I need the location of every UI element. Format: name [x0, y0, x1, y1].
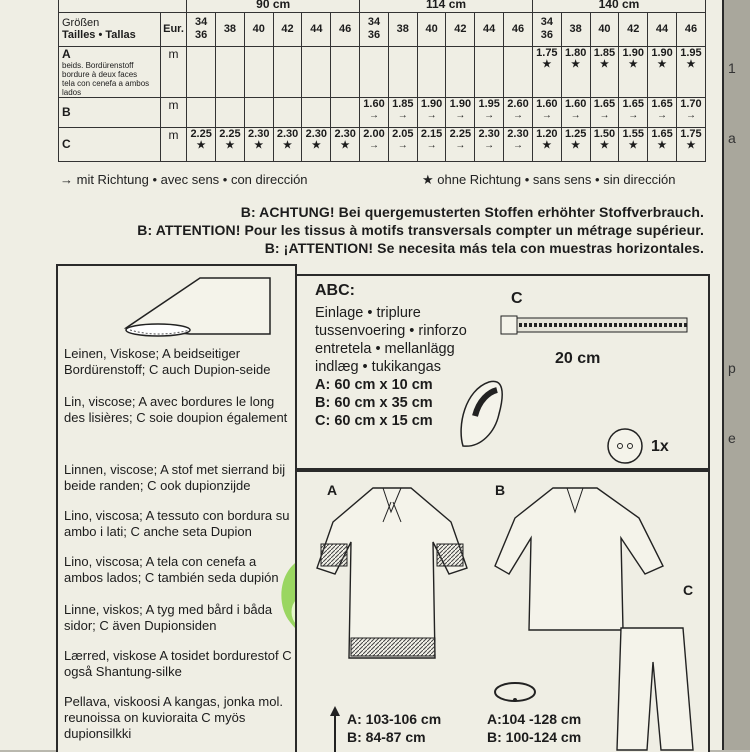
- nap-marker: ★: [628, 58, 638, 70]
- view-description: tela con cenefa a ambos lados: [62, 78, 150, 97]
- view-letter: C: [62, 137, 71, 151]
- yardage-cell: [590, 97, 619, 127]
- view-description: beids. Bordürenstoff: [62, 60, 134, 70]
- sizes-label: Größen: [62, 17, 100, 29]
- nap-marker: ★: [599, 58, 609, 70]
- size-header-row: [59, 12, 706, 46]
- view-letter-cell: [59, 46, 161, 97]
- yardage-value: 1.20: [536, 127, 558, 140]
- size-bottom: 44: [310, 22, 323, 35]
- size-header-cell: [360, 12, 389, 46]
- view-c-label: C: [683, 582, 694, 598]
- nap-marker: ★: [254, 139, 264, 151]
- size-header-cell: [532, 12, 561, 46]
- yardage-cell: [331, 46, 360, 97]
- nap-marker: ★: [340, 139, 350, 151]
- yardage-value: 1.75: [680, 127, 702, 140]
- yardage-value: 1.95: [680, 46, 702, 59]
- yardage-cell: [331, 97, 360, 127]
- yardage-cell: [475, 46, 504, 97]
- nap-marker: ★: [628, 139, 638, 151]
- yardage-value: 1.90: [420, 97, 443, 110]
- yardage-value: 2.25: [449, 127, 472, 140]
- size-bottom: 46: [511, 22, 525, 35]
- yardage-cell: [676, 127, 705, 161]
- sizes-label-2: Tailles • Tallas: [62, 29, 136, 41]
- nap-marker: ★: [686, 58, 696, 70]
- size-bottom: 38: [396, 22, 409, 35]
- yardage-value: 1.85: [593, 46, 616, 59]
- yardage-cell: [475, 97, 504, 127]
- zipper-label: C: [511, 290, 523, 307]
- yardage-cell: [216, 46, 245, 97]
- yardage-cell: [504, 127, 533, 161]
- nap-marker: ★: [542, 58, 552, 70]
- yardage-value: 1.70: [680, 97, 702, 110]
- size-bottom: 36: [540, 29, 553, 41]
- size-header-cell: [273, 12, 302, 46]
- fabric-bolt-icon: [120, 272, 280, 344]
- nap-marker: ★: [657, 139, 667, 151]
- row-a: [59, 46, 706, 97]
- yardage-cell: [532, 46, 561, 97]
- yardage-cell: [619, 97, 648, 127]
- size-bottom: 44: [655, 22, 669, 35]
- yardage-value: 1.80: [564, 46, 587, 59]
- nap-marker: →: [426, 139, 437, 151]
- nap-marker: ★: [225, 139, 235, 151]
- yardage-cell: [417, 127, 446, 161]
- yardage-cell: [561, 97, 590, 127]
- yardage-cell: [360, 97, 389, 127]
- yardage-value: 2.25: [219, 127, 241, 140]
- yardage-cell: [504, 97, 533, 127]
- view-letter: B: [62, 105, 71, 119]
- size-header-cell: [648, 12, 677, 46]
- nap-marker: →: [397, 109, 408, 121]
- yardage-value: 1.90: [622, 46, 644, 59]
- size-header-cell: [187, 12, 216, 46]
- yardage-value: 2.15: [420, 127, 443, 140]
- size-header-cell: [417, 12, 446, 46]
- size-bottom: 40: [252, 22, 265, 35]
- yardage-cell: [216, 97, 245, 127]
- yardage-cell: [590, 127, 619, 161]
- fabric-suggestions-panel: [56, 264, 297, 752]
- yardage-cell: [561, 127, 590, 161]
- yardage-cell: [388, 46, 417, 97]
- yardage-value: 1.60: [363, 97, 385, 110]
- yardage-cell: [417, 46, 446, 97]
- width-114: 114 cm: [360, 0, 533, 12]
- fabric-es: Lino, viscosa; A tela con cenefa a ambos lados; C también seda dupión: [64, 554, 279, 585]
- yardage-value: 2.60: [507, 97, 529, 110]
- fabric-fr: Lin, viscose; A avec bordures le long des lisières; C soie doupion également: [64, 394, 288, 425]
- sizes-label-cell: [59, 12, 161, 46]
- view-letter-cell: [59, 127, 161, 161]
- yardage-cell: [273, 97, 302, 127]
- nap-marker: →: [599, 109, 610, 121]
- trousers-c-drawing: [613, 622, 699, 752]
- nap-marker: ★: [657, 58, 667, 70]
- width-90: 90 cm: [187, 0, 360, 12]
- legend-without-nap: ★ ohne Richtung • sans sens • sin dirección: [422, 172, 676, 187]
- yardage-cell: [187, 46, 216, 97]
- yardage-cell: [244, 46, 273, 97]
- yardage-cell: [216, 127, 245, 161]
- yardage-cell: [446, 46, 475, 97]
- yardage-cell: [446, 97, 475, 127]
- size-bottom: 36: [195, 29, 208, 41]
- yardage-value: 1.85: [392, 97, 414, 110]
- yardage-value: 2.30: [334, 127, 356, 140]
- garment-views-panel: [295, 470, 710, 752]
- width-header-row: [59, 0, 706, 12]
- size-header-cell: [244, 12, 273, 46]
- unit-cell: m: [160, 97, 186, 127]
- size-header-cell: [619, 12, 648, 46]
- yardage-value: 1.65: [593, 97, 616, 110]
- yardage-cell: [648, 97, 677, 127]
- size-bottom: 38: [223, 22, 237, 35]
- yardage-cell: [302, 46, 331, 97]
- size-header-cell: [475, 12, 504, 46]
- size-bottom: 46: [339, 22, 352, 35]
- yardage-cell: [388, 127, 417, 161]
- yardage-value: 1.95: [478, 97, 500, 110]
- size-bottom: 38: [569, 22, 582, 35]
- button-count: 1x: [651, 438, 669, 455]
- yardage-cell: [360, 127, 389, 161]
- size-bottom: 46: [684, 22, 698, 35]
- yardage-cell: [676, 97, 705, 127]
- fabric-sv: Linne, viskos; A tyg med bård i båda sidor; C även Dupionsiden: [64, 602, 273, 633]
- notions-panel: [295, 274, 710, 470]
- fabric-fi: Pellava, viskoosi A kangas, jonka mol. reunoissa on kuvioraita C myös dupionsilkki: [64, 694, 283, 741]
- warning-fr: B: ATTENTION! Pour les tissus à motifs transversals compter un métrage supérieur.: [137, 222, 704, 238]
- eur-label: Eur.: [160, 12, 186, 46]
- nap-marker: ★: [571, 139, 581, 151]
- waist-measure-icon: [493, 680, 539, 704]
- nap-marker: →: [484, 109, 495, 121]
- yardage-cell: [417, 97, 446, 127]
- nap-marker: ★: [542, 139, 552, 151]
- tunic-b-drawing: [493, 482, 671, 642]
- yardage-cell: [676, 46, 705, 97]
- row-b: [59, 97, 706, 127]
- yardage-value: 1.25: [564, 127, 587, 140]
- yardage-value: 2.30: [248, 127, 270, 140]
- zipper-length: 20 cm: [555, 350, 601, 367]
- yardage-cell: [619, 46, 648, 97]
- size-top: 34: [540, 16, 553, 28]
- yardage-value: 1.60: [564, 97, 587, 110]
- yardage-value: 1.60: [536, 97, 558, 110]
- tunic-a-drawing: [311, 482, 481, 662]
- yardage-value: 1.90: [449, 97, 472, 110]
- yardage-cell: [590, 46, 619, 97]
- yardage-cell: [648, 46, 677, 97]
- yardage-value: 2.30: [507, 127, 529, 140]
- view-letter-cell: [59, 97, 161, 127]
- view-description: bordure à deux faces: [62, 69, 138, 79]
- size-header-cell: [446, 12, 475, 46]
- yardage-table: [58, 0, 706, 162]
- size-bottom: 42: [281, 22, 294, 35]
- view-a-label: A: [327, 482, 338, 498]
- fabric-it: Lino, viscosa; A tessuto con bordura su ambo i lati; C anche seta Dupion: [64, 508, 290, 539]
- notions-heading: ABC:: [315, 282, 355, 299]
- yardage-cell: [504, 46, 533, 97]
- unit-cell: m: [160, 46, 186, 97]
- yardage-cell: [648, 127, 677, 161]
- length-arrow-icon: [329, 704, 341, 752]
- fabric-da: Lærred, viskose A tosidet bordurestof C også Shantung-silke: [64, 648, 292, 679]
- unit-cell: m: [160, 127, 186, 161]
- size-header-cell: [504, 12, 533, 46]
- yardage-cell: [532, 97, 561, 127]
- nap-marker: ★: [686, 139, 696, 151]
- yardage-cell: [244, 97, 273, 127]
- yardage-cell: [561, 46, 590, 97]
- yardage-value: 2.00: [363, 127, 385, 140]
- yardage-cell: [475, 127, 504, 161]
- size-header-cell: [590, 12, 619, 46]
- nap-marker: →: [513, 139, 524, 151]
- yardage-cell: [273, 46, 302, 97]
- yardage-cell: [619, 127, 648, 161]
- width-measurements: A:104 -128 cm B: 100-124 cm: [487, 711, 582, 745]
- zipper-icon: [499, 310, 699, 340]
- yardage-value: 1.75: [536, 46, 558, 59]
- view-b-label: B: [495, 482, 506, 498]
- button-icon: [605, 426, 645, 466]
- nap-marker: →: [368, 139, 379, 151]
- yardage-cell: [187, 127, 216, 161]
- yardage-value: 2.30: [305, 127, 328, 140]
- yardage-value: 2.05: [392, 127, 414, 140]
- size-header-cell: [302, 12, 331, 46]
- size-header-cell: [388, 12, 417, 46]
- fabric-de: Leinen, Viskose; A beidseitiger Bordürenstoff; C auch Dupion-seide: [64, 346, 271, 377]
- nap-marker: ★: [571, 58, 581, 70]
- background-edge: 1 a p e: [724, 0, 750, 750]
- yardage-cell: [302, 97, 331, 127]
- yardage-cell: [273, 127, 302, 161]
- nap-marker: →: [685, 109, 696, 121]
- yardage-value: 2.30: [478, 127, 500, 140]
- nap-marker: →: [570, 109, 581, 121]
- size-bottom: 44: [483, 22, 496, 35]
- yardage-value: 1.65: [651, 97, 673, 110]
- size-bottom: 40: [425, 22, 438, 35]
- size-bottom: 42: [627, 22, 640, 35]
- nap-marker: →: [368, 109, 379, 121]
- length-measurements: A: 103-106 cm B: 84-87 cm: [347, 711, 442, 745]
- yardage-value: 1.65: [651, 127, 673, 140]
- yardage-cell: [446, 127, 475, 161]
- yardage-value: 1.55: [622, 127, 644, 140]
- yardage-cell: [331, 127, 360, 161]
- yardage-cell: [360, 46, 389, 97]
- nap-marker: ★: [196, 139, 206, 151]
- nap-marker: →: [513, 109, 524, 121]
- nap-marker: ★: [311, 139, 321, 151]
- yardage-cell: [388, 97, 417, 127]
- yardage-value: 1.65: [622, 97, 644, 110]
- nap-marker: →: [628, 109, 639, 121]
- warning-es: B: ¡ATTENTION! Se necesita más tela con muestras horizontales.: [264, 240, 704, 256]
- fabric-nl: Linnen, viscose; A stof met sierrand bij beide randen; C ook dupionzijde: [64, 462, 286, 493]
- size-bottom: 36: [367, 29, 381, 41]
- size-header-cell: [331, 12, 360, 46]
- warning-de: B: ACHTUNG! Bei quergemusterten Stoffen erhöhter Stoffverbrauch.: [240, 204, 704, 220]
- size-top: 34: [367, 16, 381, 28]
- nap-marker: →: [484, 139, 495, 151]
- yardage-cell: [532, 127, 561, 161]
- nap-marker: →: [397, 139, 408, 151]
- yardage-value: 2.25: [190, 127, 212, 140]
- yardage-value: 1.50: [593, 127, 616, 140]
- nap-marker: →: [541, 109, 552, 121]
- size-header-cell: [676, 12, 705, 46]
- nap-marker: ★: [599, 139, 609, 151]
- row-c: [59, 127, 706, 161]
- yardage-value: 2.30: [276, 127, 299, 140]
- size-top: 34: [195, 16, 208, 28]
- yardage-cell: [244, 127, 273, 161]
- interfacing-list: Einlage • triplure tussenvoering • rinforzo entretela • mellanlägg indlæg • tukikangas A: 60 cm x 10 cm B: 60 cm x 35 cm C: 60 cm x 15 cm: [315, 305, 467, 429]
- nap-marker: →: [455, 109, 466, 121]
- width-140: 140 cm: [532, 0, 705, 12]
- iron-icon: [455, 376, 507, 452]
- legend-with-nap: → mit Richtung • avec sens • con dirección: [60, 172, 308, 187]
- view-letter: A: [62, 46, 71, 61]
- yardage-cell: [187, 97, 216, 127]
- size-bottom: 40: [598, 22, 611, 35]
- size-bottom: 42: [454, 22, 467, 35]
- size-header-cell: [216, 12, 245, 46]
- size-header-cell: [561, 12, 590, 46]
- nap-marker: →: [657, 109, 668, 121]
- nap-marker: →: [426, 109, 437, 121]
- yardage-cell: [302, 127, 331, 161]
- yardage-value: 1.90: [651, 46, 673, 59]
- nap-marker: ★: [283, 139, 293, 151]
- nap-marker: →: [455, 139, 466, 151]
